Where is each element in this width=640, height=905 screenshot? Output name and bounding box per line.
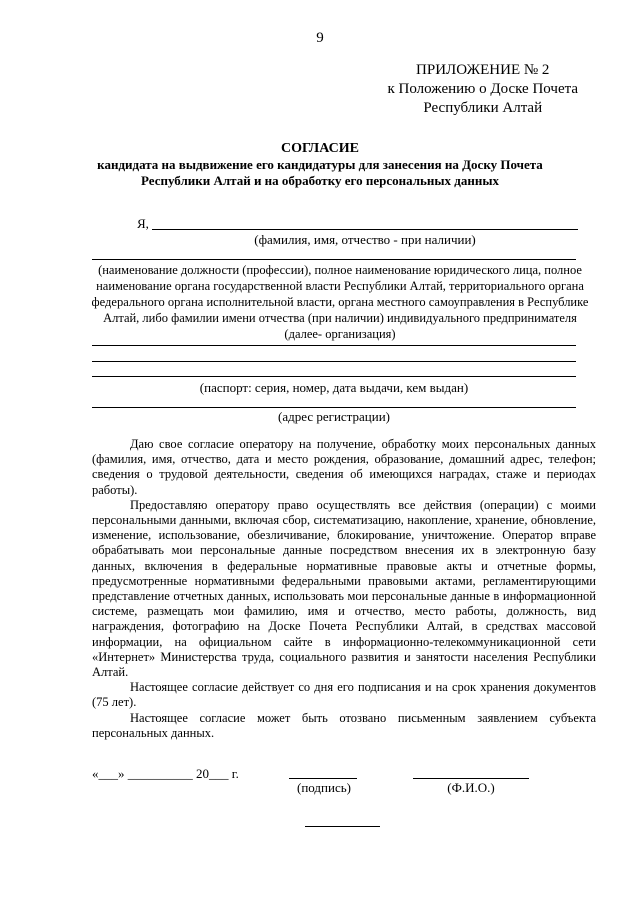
position-input-line[interactable] xyxy=(92,259,576,260)
blank-line-2[interactable] xyxy=(92,361,576,362)
address-caption: (адрес регистрации) xyxy=(278,409,390,424)
fio-caption: (фамилия, имя, отчество - при наличии) xyxy=(254,232,476,247)
document-title: СОГЛАСИЕ xyxy=(281,141,359,156)
consent-body xyxy=(92,437,596,741)
appendix-header xyxy=(388,61,579,118)
appendix-line-2: к Положению о Доске Почета xyxy=(387,81,578,97)
passport-input-line[interactable] xyxy=(92,376,576,377)
appendix-line-3: Республики Алтай xyxy=(423,100,543,116)
paragraph-revocation: Настоящее согласие может быть отозвано письменным заявлением субъекта персональных данных. xyxy=(92,710,596,740)
address-input-line[interactable] xyxy=(92,407,576,408)
passport-caption: (паспорт: серия, номер, дата выдачи, кем выдан) xyxy=(199,380,469,395)
page-number: 9 xyxy=(316,30,324,46)
date-field[interactable]: «___» __________ 20___ г. xyxy=(92,766,239,781)
bottom-divider xyxy=(305,826,380,827)
fio-signature-caption: (Ф.И.О.) xyxy=(447,780,495,795)
signature-line[interactable] xyxy=(289,778,357,779)
fio-signature-line[interactable] xyxy=(413,778,529,779)
blank-line-1[interactable] xyxy=(92,345,576,346)
i-label: Я, xyxy=(137,216,149,231)
paragraph-rights: Предоставляю оператору право осуществлять все действия (операции) с моими персональными данными, включая сбор, систематизацию, накопление, хранение, обновление, изменение, использование, обезличивание, блокирование, уничтожение. Оператор вправе обрабатывать мои персональные данные посредством внесения их в электронную базу данных, включения в федеральные нормативные правовые акты и отчетные формы, предусмотренные нормативными федеральными правовыми актами, регламентирующими представление отчетных данных, использовать мои персональные данные в информационной системе, размещать мои фамилию, имя и отчество, место работы, должность, вид награждения, фотографию на Доске Почета Республики Алтай, в средствах массовой информации, на официальном сайте в информационно-телекоммуникационной сети «Интернет» Министерства труда, социального развития и занятости населения Республики Алтай. xyxy=(92,497,596,680)
appendix-line-1: ПРИЛОЖЕНИЕ № 2 xyxy=(416,62,550,78)
paragraph-term: Настоящее согласие действует со дня его подписания и на срок хранения документов (75 лет). xyxy=(92,680,596,710)
signature-caption: (подпись) xyxy=(297,780,351,795)
fio-input-line[interactable] xyxy=(152,229,578,230)
paragraph-consent: Даю свое согласие оператору на получение, обработку моих персональных данных (фамилия, имя, отчество, дата и место рождения, образование, домашний адрес, телефон; сведения о трудовой деятельности, сведения об имеющихся наградах, стаже и периодах работы). xyxy=(92,437,596,497)
document-subtitle: кандидата на выдвижение его кандидатуры для занесения на Доску Почета Республики Алтай и на обработку его персональных данных xyxy=(97,157,543,188)
position-caption: (наименование должности (профессии), полное наименование юридического лица, полное наименование органа государственной власти Республики Алтай, территориального органа федерального органа исполнительной власти, органа местного самоуправления в Республике Алтай, либо фамилии имени отчества (при наличии) индивидуального предпринимателя (далее- организация) xyxy=(91,263,589,341)
